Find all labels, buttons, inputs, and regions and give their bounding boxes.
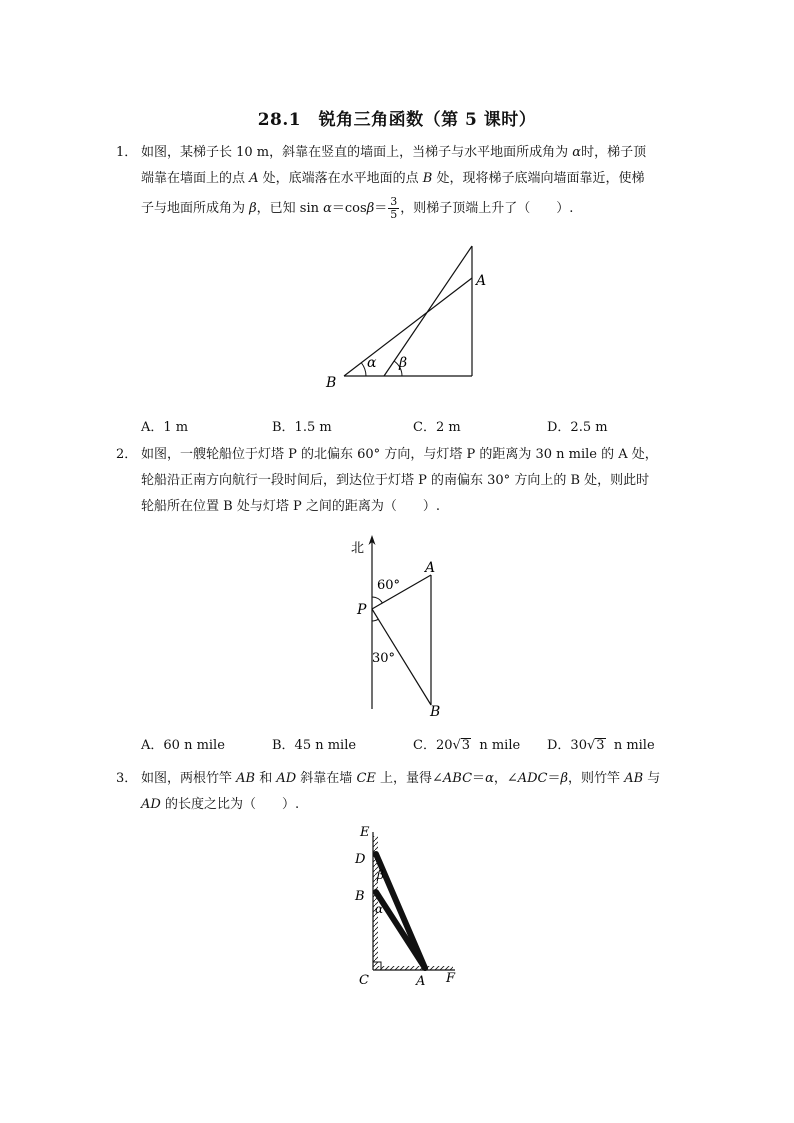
math-alpha: α [572, 145, 582, 160]
fraction-numerator: 3 [390, 195, 398, 208]
label-A: A [416, 974, 426, 989]
option-text: C．20 [413, 738, 453, 753]
math-beta: β [249, 201, 257, 216]
option-c[interactable]: C．2 m [413, 420, 461, 435]
text: ＝ [374, 201, 388, 216]
text: 轮船沿正南方向航行一段时间后，到达位于灯塔 P 的南偏东 30° 方向上的 B 处，则此时 [141, 473, 650, 488]
math-AD: AD [141, 797, 161, 812]
angle-arc-30 [372, 619, 378, 621]
text: 和 [255, 771, 277, 786]
question-text [141, 442, 676, 520]
option-d[interactable]: D．2.5 m [547, 420, 608, 435]
radicand: 3 [596, 738, 605, 753]
text: 轮船所在位置 B 处与灯塔 P 之间的距离为（ ）. [141, 499, 440, 514]
fraction-denominator: 5 [390, 208, 398, 221]
text: ＝ [472, 771, 486, 786]
math-alpha: α [323, 201, 332, 216]
text: 子与地面所成角为 [141, 201, 250, 216]
math-AD: AD [276, 771, 297, 786]
math-beta: β [560, 771, 569, 786]
figure-bamboo-poles [345, 820, 475, 995]
math-A: A [249, 171, 259, 186]
math-ADC: ADC [517, 771, 548, 786]
ladder-line-alpha [344, 278, 472, 376]
option-c[interactable] [413, 734, 520, 753]
question-number: 1． [116, 145, 138, 160]
label-B: B [326, 375, 337, 390]
question-number: 3． [116, 771, 138, 786]
figure-lighthouse [345, 533, 455, 723]
label-P: P [357, 602, 367, 618]
label-C: C [359, 973, 369, 988]
option-b[interactable]: B．45 n mile [272, 738, 357, 753]
q2-options [141, 734, 681, 754]
option-d[interactable] [547, 734, 655, 753]
pole-AB [376, 892, 425, 968]
text: 处，现将梯子底端向墙面靠近，使梯 [432, 171, 645, 186]
label-A: A [476, 273, 487, 289]
page-title: 28.1 锐角三角函数（第 5 课时） [257, 110, 537, 130]
label-angle-30: 30° [372, 651, 396, 666]
label-alpha: α [375, 902, 384, 916]
text: 处，底端落在水平地面的点 [258, 171, 423, 186]
question-text [141, 140, 676, 222]
text: 如图，两根竹竿 [141, 771, 237, 786]
math-AB: AB [236, 771, 256, 786]
text: ，已知 sin [256, 201, 324, 216]
figure-ladder [320, 240, 500, 390]
text: ，∠ [493, 771, 518, 786]
question-number: 2． [116, 447, 138, 462]
text: 如图，一艘轮船位于灯塔 P 的北偏东 60° 方向，与灯塔 P 的距离为 30 n mile 的 A 处， [141, 447, 658, 462]
math-B: B [422, 171, 433, 186]
label-alpha: α [367, 355, 377, 371]
label-B: B [430, 704, 441, 720]
label-D: D [355, 852, 366, 867]
label-beta: β [377, 868, 384, 882]
option-a[interactable]: A．1 m [141, 420, 189, 435]
label-angle-60: 60° [377, 578, 401, 593]
option-b[interactable]: B．1.5 m [272, 420, 332, 435]
text: 与 [643, 771, 661, 786]
option-a[interactable]: A．60 n mile [141, 738, 225, 753]
text: ，则竹竿 [568, 771, 625, 786]
question-1 [116, 140, 676, 222]
math-beta: β [366, 201, 375, 216]
question-3 [116, 766, 676, 818]
label-E: E [360, 825, 370, 840]
option-text: D．30 [547, 738, 587, 753]
label-A: A [425, 560, 436, 576]
text: 斜靠在墙 [296, 771, 357, 786]
sqrt-icon: √ [586, 738, 596, 753]
label-beta: β [399, 355, 408, 371]
label-B: B [355, 889, 365, 904]
angle-arc-alpha [362, 363, 367, 376]
question-2 [116, 442, 676, 520]
text: ＝cos [331, 201, 367, 216]
text: ＝ [547, 771, 561, 786]
text: 如图，某梯子长 10 m，斜靠在竖直的墙面上，当梯子与水平地面所成角为 [141, 145, 573, 160]
fraction [388, 196, 399, 221]
option-unit: n mile [479, 738, 521, 753]
text: 时，梯子顶 [581, 145, 647, 160]
angle-arc-60 [372, 597, 382, 603]
math-alpha: α [485, 771, 494, 786]
label-F: F [446, 971, 456, 986]
text: 的长度之比为（ ）. [160, 797, 300, 812]
text: ，则梯子顶端上升了（ ）. [400, 201, 574, 216]
math-AB: AB [624, 771, 644, 786]
text: 端靠在墙面上的点 [141, 171, 250, 186]
math-CE: CE [356, 771, 376, 786]
math-ABC: ABC [442, 771, 473, 786]
q1-options [141, 416, 681, 436]
label-north: 北 [351, 541, 365, 556]
ladder-line-beta [384, 246, 472, 376]
option-unit: n mile [613, 738, 655, 753]
question-text [141, 766, 676, 818]
radicand: 3 [461, 738, 471, 753]
sqrt-icon: √ [452, 738, 461, 753]
text: 上，量得∠ [375, 771, 443, 786]
